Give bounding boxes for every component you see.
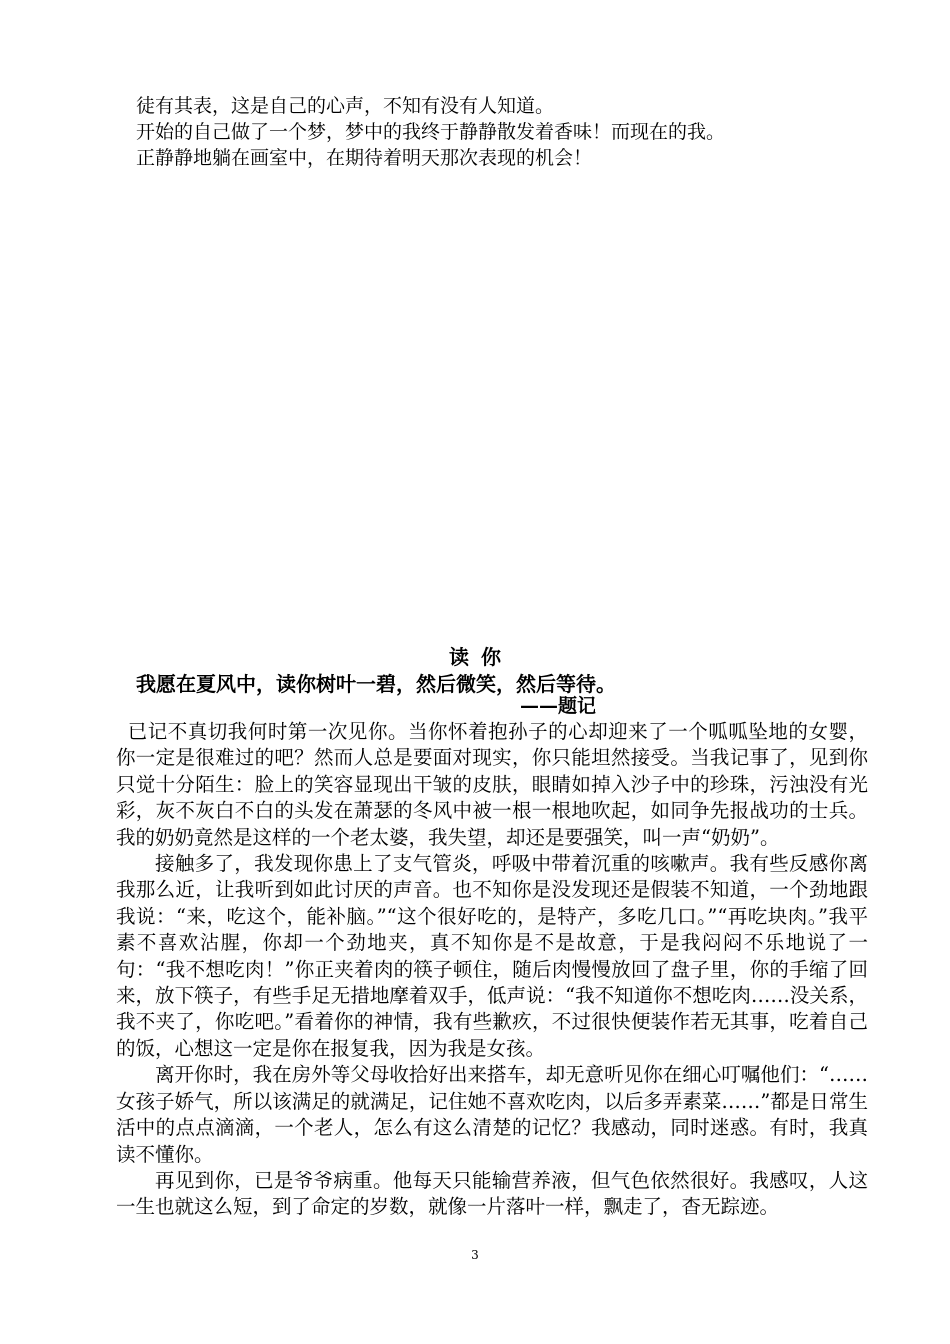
page-number: 3 (471, 1248, 479, 1262)
paragraph: 已记不真切我何时第一次见你。当你怀着抱孙子的心却迎来了一个呱呱坠地的女婴，你一定是很难过的吧？然而人总是要面对现实，你只能坦然接受。当我记事了，见到你只觉十分陌生：脸上的笑容显现出干皱的皮肤，眼睛如掉入沙子中的珍珠，污浊没有光彩，灰不灰白不白的头发在萧瑟的冬风中被一根一根地吹起，如同争先报战功的士兵。我的奶奶竟然是这样的一个老太婆，我失望，却还是要强笑，叫一声“奶奶”。 (116, 720, 868, 849)
paragraph: 再见到你，已是爷爷病重。他每天只能输营养液，但气色依然很好。我感叹，人这一生也就这么短，到了命定的岁数，就像一片落叶一样，飘走了，杳无踪迹。 (116, 1168, 868, 1219)
previous-essay-ending (136, 93, 856, 171)
essay-title-char-1: 读 (449, 645, 469, 669)
paragraph: 离开你时，我在房外等父母收拾好出来搭车，却无意听见你在细心叮嘱他们：“……女孩子娇气，所以该满足的就满足，记住她不喜欢吃肉，以后多弄素菜……”都是日常生活中的点点滴滴，一个老人，怎么有这么清楚的记忆？我感动，同时迷惑。有时，我真读不懂你。 (116, 1063, 868, 1166)
essay-title (0, 643, 950, 671)
epigraph-source: ——题记 (520, 695, 597, 717)
text-line: 开始的自己做了一个梦，梦中的我终于静静散发着香味！而现在的我。 (136, 121, 726, 143)
epigraph: 我愿在夏风中，读你树叶一碧，然后微笑，然后等待。 (136, 672, 616, 696)
essay-body (116, 719, 868, 1221)
essay-title-char-2: 你 (481, 645, 501, 669)
text-line: 徒有其表，这是自己的心声，不知有没有人知道。 (136, 95, 555, 117)
text-line: 正静静地躺在画室中，在期待着明天那次表现的机会！ (136, 147, 593, 169)
paragraph: 接触多了，我发现你患上了支气管炎，呼吸中带着沉重的咳嗽声。我有些反感你离我那么近，让我听到如此讨厌的声音。也不知你是没发现还是假装不知道，一个劲地跟我说：“来，吃这个，能补脑。”“这个很好吃的，是特产，多吃几口。”“再吃块肉。”我平素不喜欢沾腥，你却一个劲地夹，真不知你是不是故意，于是我闷闷不乐地说了一句：“我不想吃肉！”你正夹着肉的筷子顿住，随后肉慢慢放回了盘子里，你的手缩了回来，放下筷子，有些手足无措地摩着双手，低声说：“我不知道你不想吃肉……没关系，我不夹了，你吃吧。”看着你的神情，我有些歉疚，不过很快便装作若无其事，吃着自己的饭，心想这一定是你在报复我，因为我是女孩。 (116, 852, 868, 1060)
